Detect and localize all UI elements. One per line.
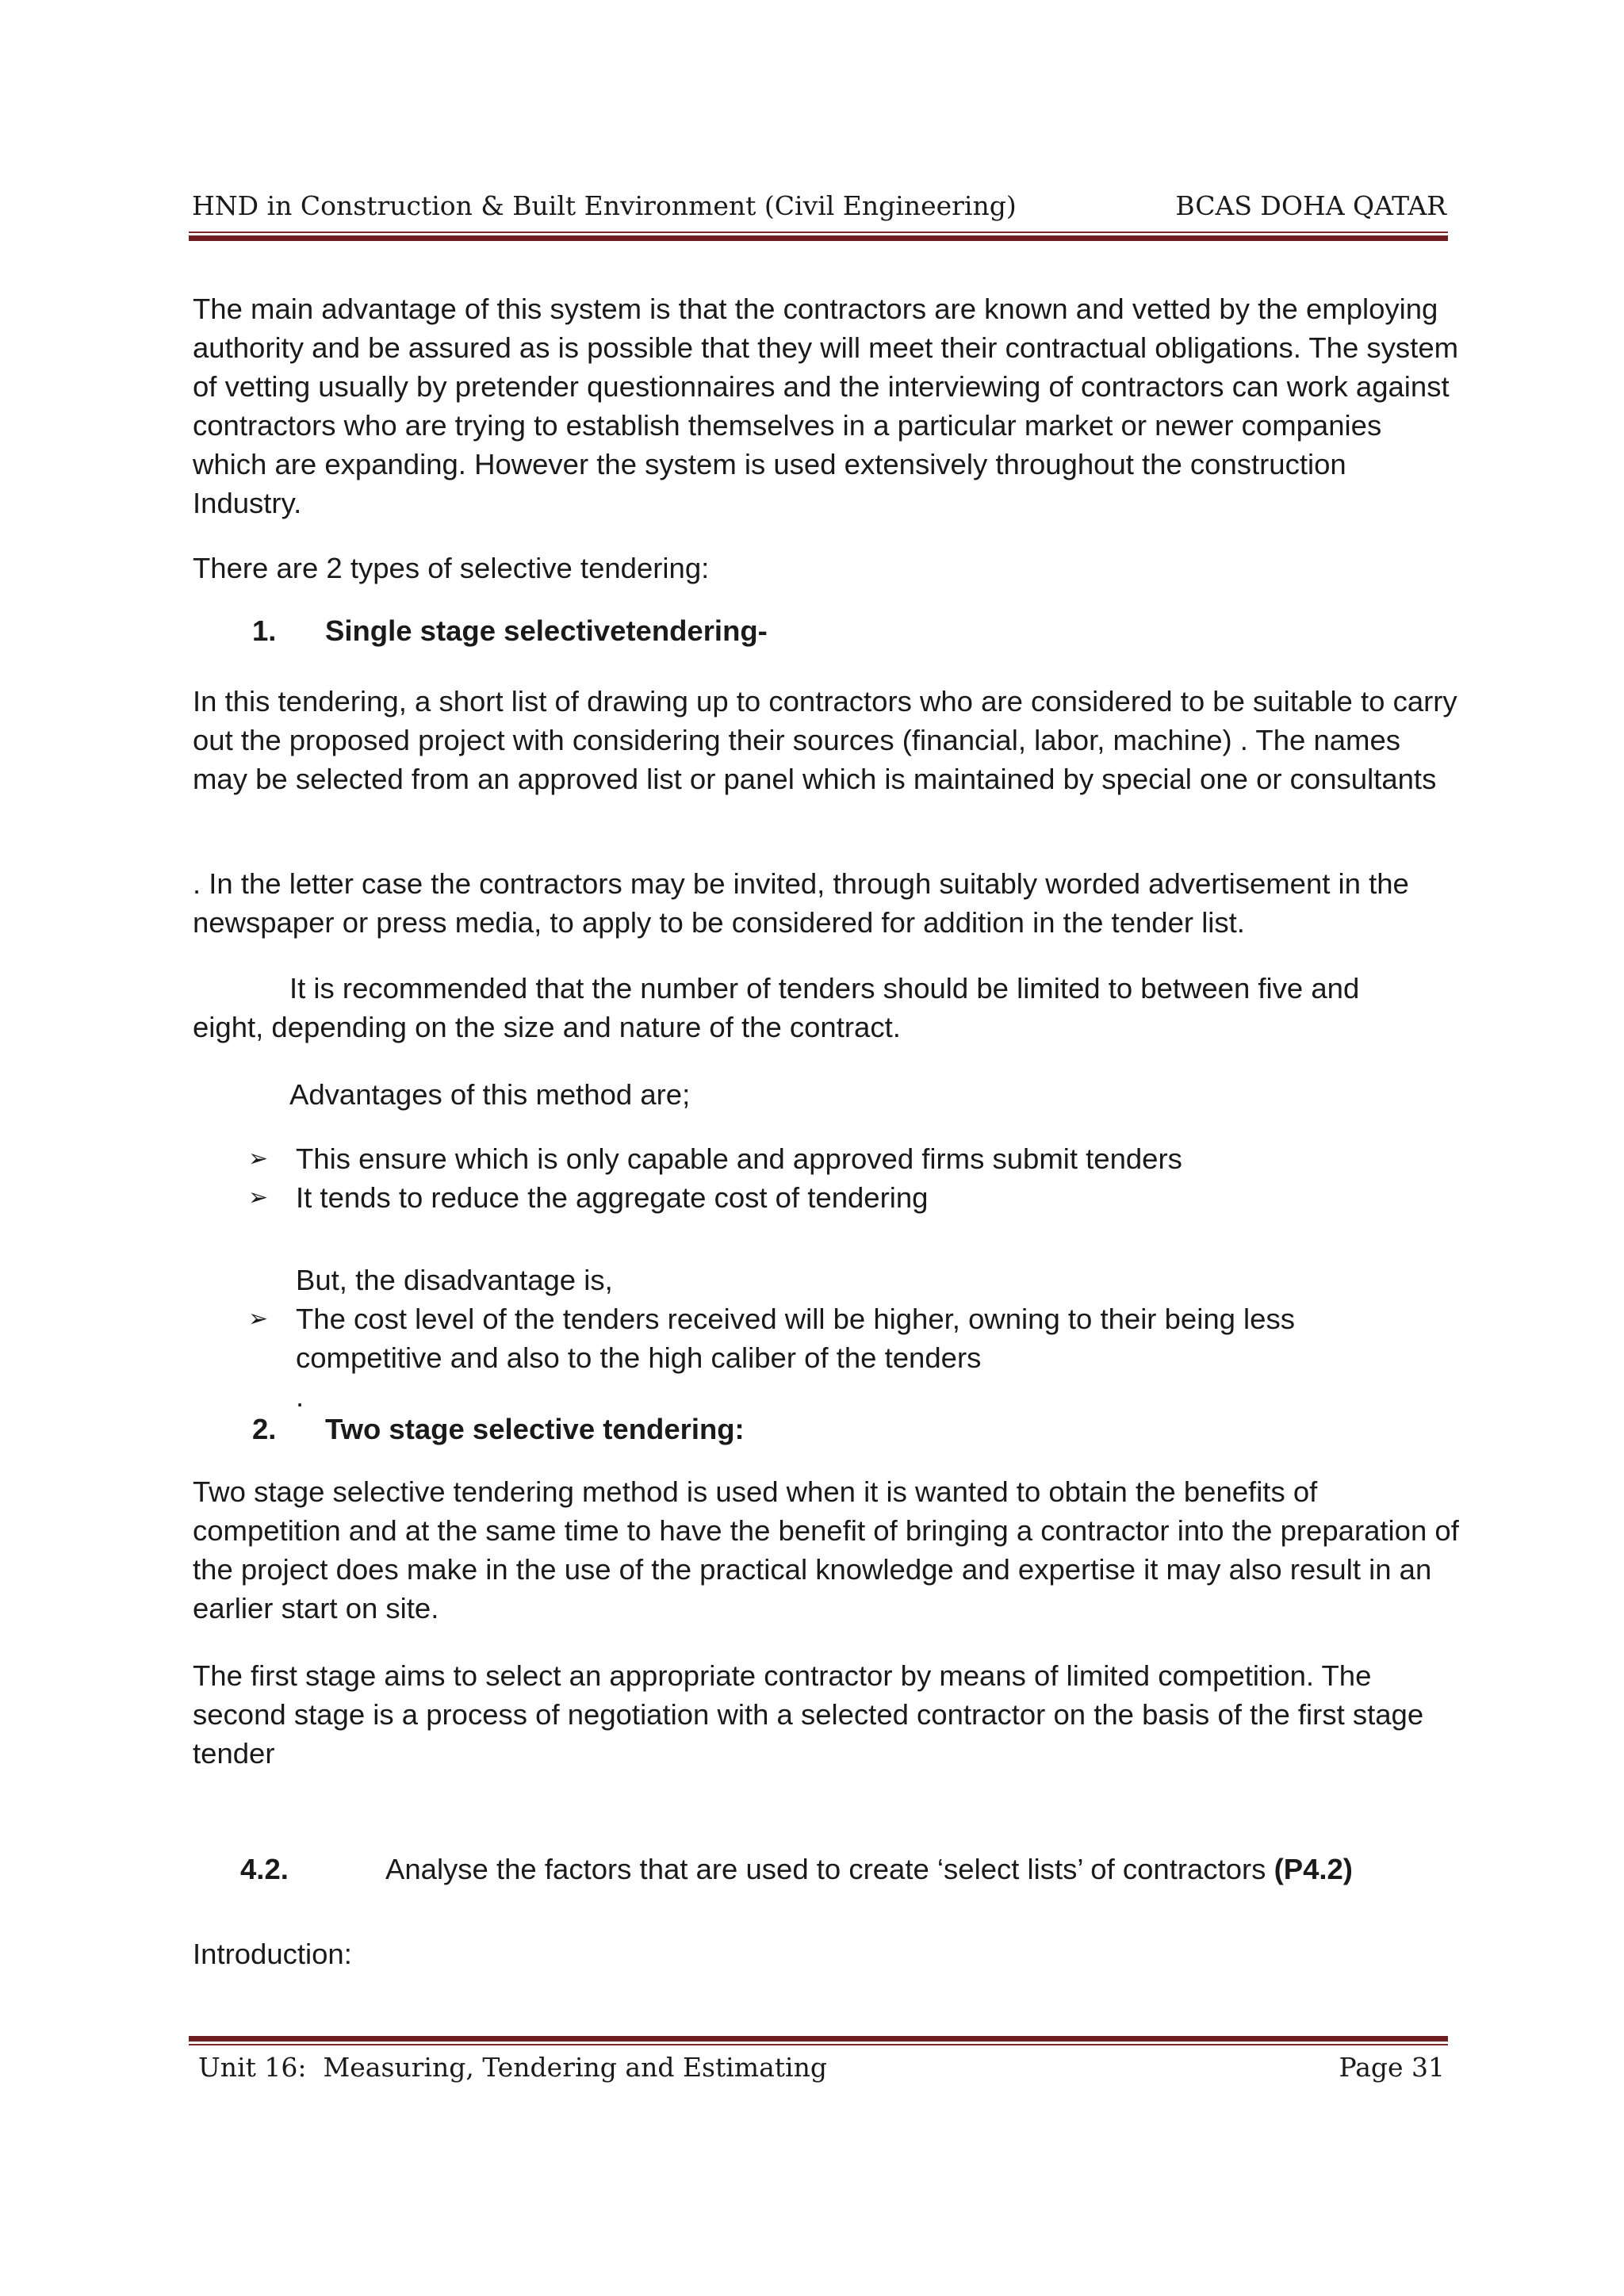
paragraph-disadvantage-intro: But, the disadvantage is, <box>296 1264 613 1296</box>
header-institution: BCAS DOHA QATAR <box>1175 190 1446 221</box>
heading-section-4-2 <box>240 1850 1430 1889</box>
trailing-dot: . <box>296 1380 304 1413</box>
heading-text: Single stage selectivetendering- <box>325 614 768 647</box>
arrow-bullet-icon: ➢ <box>248 1184 269 1211</box>
heading-number: 4.2. <box>240 1853 289 1885</box>
paragraph-advantage: The main advantage of this system is that the contractors are known and vetted by the employing authority and be assured as is possible that they will meet their contractual obligations. The system of vetting usually by pretender questionnaires and the interviewing of contractors can work against contractors who are trying to establish themselves in a particular market or newer companies which are expanding. However the system is used extensively throughout the construction Industry. <box>193 293 1459 519</box>
paragraph-first-stage: The first stage aims to select an appropriate contractor by means of limited competition. The second stage is a process of negotiation with a selected contractor on the basis of the first stage tender <box>193 1659 1424 1770</box>
list-item-text: This ensure which is only capable and approved firms submit tenders <box>296 1142 1182 1175</box>
paragraph-advantages-intro: Advantages of this method are; <box>289 1078 691 1111</box>
heading-text-main: Analyse the factors that are used to create ‘select lists’ of contractors <box>385 1853 1266 1885</box>
paragraph-letter-case: . In the letter case the contractors may be invited, through suitably worded advertisement in the newspaper or press media, to apply to be considered for addition in the tender list. <box>193 867 1409 939</box>
page-header <box>192 190 1446 230</box>
header-rule-thin <box>189 232 1448 233</box>
heading-number: 2. <box>252 1413 277 1445</box>
paragraph-recommended-line1: It is recommended that the number of tenders should be limited to between five and <box>289 972 1360 1004</box>
heading-number: 1. <box>252 614 277 647</box>
header-title: HND in Construction & Built Environment (Civil Engineering) <box>192 190 1017 221</box>
heading-text: Two stage selective tendering: <box>325 1413 745 1445</box>
paragraph-recommended-line2: eight, depending on the size and nature of the contract. <box>193 1011 901 1043</box>
list-item-text: It tends to reduce the aggregate cost of tendering <box>296 1181 929 1214</box>
header-rule-thick <box>189 235 1448 241</box>
paragraph-single-stage-description: In this tendering, a short list of drawing up to contractors who are considered to be suitable to carry out the proposed project with considering their sources (financial, labor, machine) . The names may be selected from an approved list or panel which is maintained by special one or consultants <box>193 685 1457 795</box>
list-item-text: The cost level of the tenders received will be higher, owning to their being less competitive and also to the high caliber of the tenders <box>296 1303 1295 1374</box>
paragraph-two-stage-description: Two stage selective tendering method is used when it is wanted to obtain the benefits of competition and at the same time to have the benefit of bringing a contractor into the preparation of the project does make in the use of the practical knowledge and expertise it may also result in an earlier start on site. <box>193 1475 1459 1624</box>
paragraph-introduction: Introduction: <box>193 1938 352 1970</box>
page-number: Page 31 <box>1339 2052 1445 2083</box>
arrow-bullet-icon: ➢ <box>248 1145 269 1173</box>
paragraph-types-intro: There are 2 types of selective tendering: <box>193 552 710 584</box>
footer-unit-title: Unit 16: Measuring, Tendering and Estimating <box>198 2052 827 2083</box>
heading-text <box>385 1850 1353 1888</box>
heading-reference: (P4.2) <box>1274 1853 1353 1885</box>
arrow-bullet-icon: ➢ <box>248 1305 269 1333</box>
footer-rule-thick <box>189 2036 1448 2042</box>
footer-rule-thin <box>189 2044 1448 2045</box>
